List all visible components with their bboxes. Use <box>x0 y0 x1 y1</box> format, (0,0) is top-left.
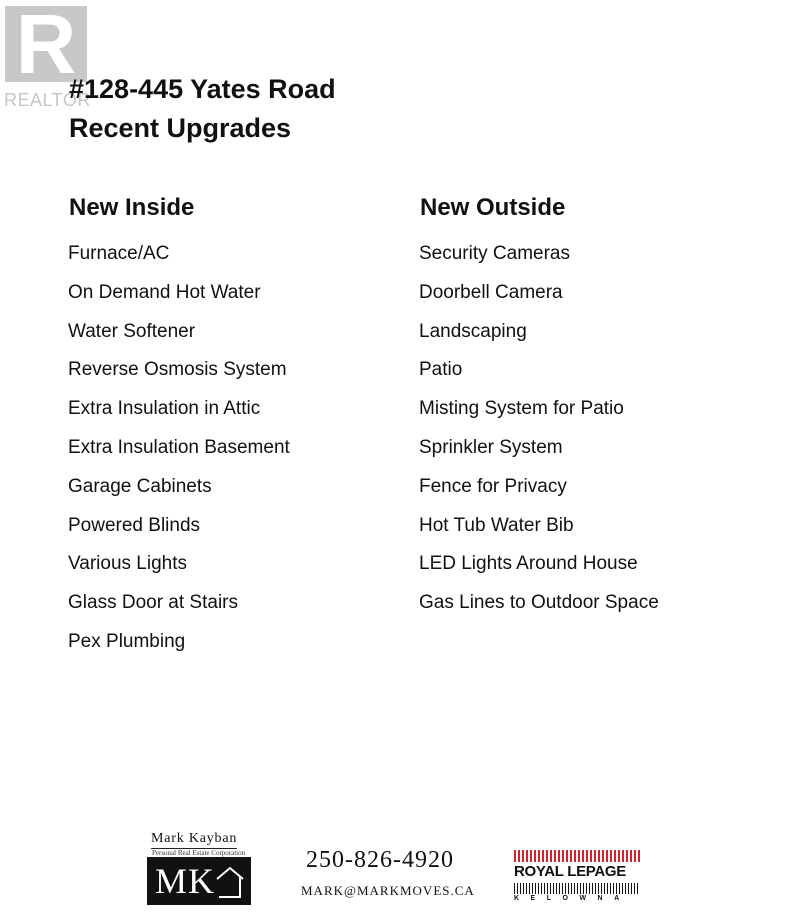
list-item: Garage Cabinets <box>68 475 212 497</box>
outside-upgrades-column <box>419 190 659 623</box>
list-item: Landscaping <box>419 320 527 342</box>
inside-upgrades-heading: New Inside <box>69 194 195 221</box>
agent-phone[interactable]: 250-826-4920 <box>306 847 454 873</box>
list-item: Glass Door at Stairs <box>68 592 238 614</box>
inside-upgrades-list <box>68 235 290 662</box>
footer <box>0 825 811 914</box>
list-item: Extra Insulation in Attic <box>68 398 261 420</box>
page-title: #128-445 Yates Road <box>69 74 336 104</box>
list-item: Various Lights <box>68 553 187 575</box>
list-item: Sprinkler System <box>419 436 563 458</box>
house-icon <box>215 865 245 899</box>
brokerage-brand: ROYAL LEPAGE <box>514 863 626 880</box>
list-item: Patio <box>419 359 463 381</box>
page-subtitle: Recent Upgrades <box>69 113 292 143</box>
list-item: Water Softener <box>68 320 196 342</box>
brokerage-logo-red-bars <box>514 850 640 862</box>
agent-logo-letters: MK <box>155 861 216 901</box>
inside-upgrades-column <box>68 190 290 662</box>
list-item: On Demand Hot Water <box>68 281 261 303</box>
list-item: Furnace/AC <box>68 243 170 264</box>
list-item: Doorbell Camera <box>419 281 563 303</box>
list-item: Pex Plumbing <box>68 630 186 652</box>
agent-name: Mark Kayban <box>151 831 237 849</box>
brokerage-logo <box>514 850 640 906</box>
list-item: Security Cameras <box>419 243 570 264</box>
outside-upgrades-list <box>419 235 659 623</box>
list-item: Extra Insulation Basement <box>68 436 290 458</box>
realtor-logo-letter: R <box>15 0 77 91</box>
list-item: Gas Lines to Outdoor Space <box>419 592 659 614</box>
agent-subtitle: Personal Real Estate Corporation <box>152 849 246 857</box>
agent-logo <box>147 857 251 905</box>
list-item: Misting System for Patio <box>419 398 624 420</box>
outside-upgrades-heading: New Outside <box>420 194 566 221</box>
list-item: LED Lights Around House <box>419 553 638 575</box>
list-item: Reverse Osmosis System <box>68 359 287 381</box>
list-item: Powered Blinds <box>68 514 201 536</box>
agent-email[interactable]: MARK@MARKMOVES.CA <box>301 883 475 898</box>
realtor-watermark-text: REALTOR <box>4 90 91 110</box>
list-item: Fence for Privacy <box>419 475 567 497</box>
brokerage-city: KELOWNA <box>514 895 631 902</box>
brokerage-logo-black-bars <box>514 883 640 894</box>
list-item: Hot Tub Water Bib <box>419 514 574 536</box>
